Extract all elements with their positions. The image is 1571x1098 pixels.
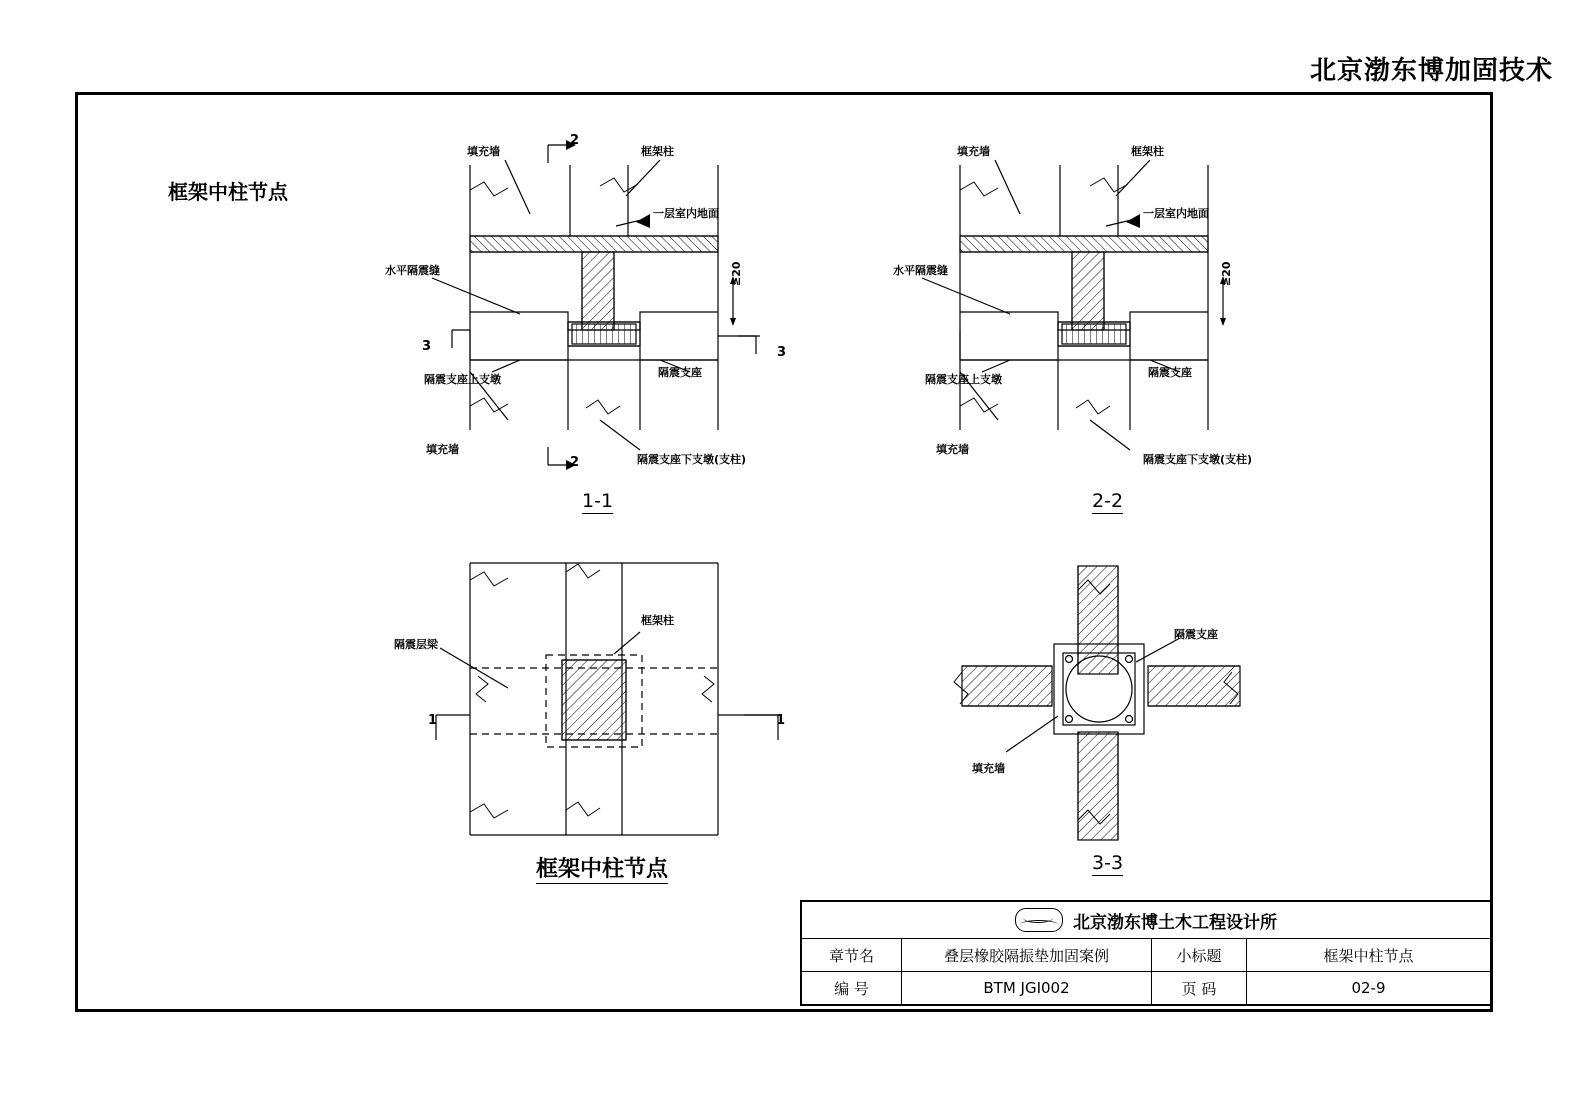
label-frame-column-v1: 框架柱 [641, 145, 674, 158]
code-value: BTM JGI002 [902, 972, 1152, 1004]
label-lower-support-v2: 隔震支座下支墩(支柱) [1143, 453, 1253, 466]
label-fill-wall-v33: 填充墙 [972, 762, 1005, 775]
section-mark-2-top: 2 [570, 133, 580, 148]
label-fill-wall-top-v1: 填充墙 [467, 145, 500, 158]
caption-view-plan: 框架中柱节点 [536, 857, 669, 882]
label-isolation-joint-plan: 隔震层梁 [394, 638, 438, 651]
label-first-floor-v2: 一层室内地面 [1143, 207, 1209, 220]
page-key: 页 码 [1152, 972, 1247, 1004]
label-upper-support-v1: 隔震支座上支墩 [424, 373, 501, 386]
label-fill-wall-top-v2: 填充墙 [957, 145, 990, 158]
label-fill-wall-bottom-v2: 填充墙 [936, 443, 969, 456]
company-logo-icon [1015, 908, 1063, 932]
label-first-floor-v1: 一层室内地面 [653, 207, 719, 220]
table-row [802, 939, 1490, 972]
design-institute-name [802, 902, 1490, 938]
subtitle-value: 框架中柱节点 [1323, 946, 1414, 965]
label-isolation-bearing-v33: 隔震支座 [1174, 628, 1218, 641]
label-lower-support-v1: 隔震支座下支墩(支柱) [637, 453, 747, 466]
label-horizontal-seam-v1: 水平隔震缝 [385, 264, 440, 277]
label-fill-wall-bottom-v1: 填充墙 [426, 443, 459, 456]
caption-view-1-1: 1-1 [582, 490, 614, 512]
caption-view-3-3: 3-3 [1092, 852, 1124, 874]
section-mark-1-right: 1 [776, 713, 786, 728]
caption-view-2-2: 2-2 [1092, 490, 1124, 512]
label-horizontal-seam-v2: 水平隔震缝 [893, 264, 948, 277]
main-title: 框架中柱节点 [168, 180, 288, 204]
section-mark-3-left: 3 [422, 339, 432, 354]
chapter-name-value: 叠层橡胶隔振垫加固案例 [902, 939, 1152, 971]
page-value: 02-9 [1351, 979, 1386, 997]
chapter-name-key: 章节名 [802, 939, 902, 971]
label-dim-note-v1: ≥20 [730, 261, 743, 286]
label-frame-column-plan: 框架柱 [641, 614, 674, 627]
section-mark-3-right: 3 [777, 345, 787, 360]
label-upper-support-v2: 隔震支座上支墩 [925, 373, 1002, 386]
label-isolation-bearing-v1: 隔震支座 [658, 366, 702, 379]
label-frame-column-v2: 框架柱 [1131, 145, 1164, 158]
table-row [802, 972, 1490, 1004]
section-mark-2-bottom: 2 [570, 455, 580, 470]
title-block [800, 900, 1492, 1006]
code-key: 编 号 [802, 972, 902, 1004]
title-block-company-row [802, 902, 1490, 939]
label-dim-note-v2: ≥20 [1220, 261, 1233, 286]
label-isolation-bearing-v2: 隔震支座 [1148, 366, 1192, 379]
subtitle-key: 小标题 [1152, 939, 1247, 971]
section-mark-1-left: 1 [428, 713, 438, 728]
company-name-text: 北京渤东博土木工程设计所 [1073, 912, 1277, 933]
page-header-title: 北京渤东博加固技术 [1309, 56, 1553, 86]
